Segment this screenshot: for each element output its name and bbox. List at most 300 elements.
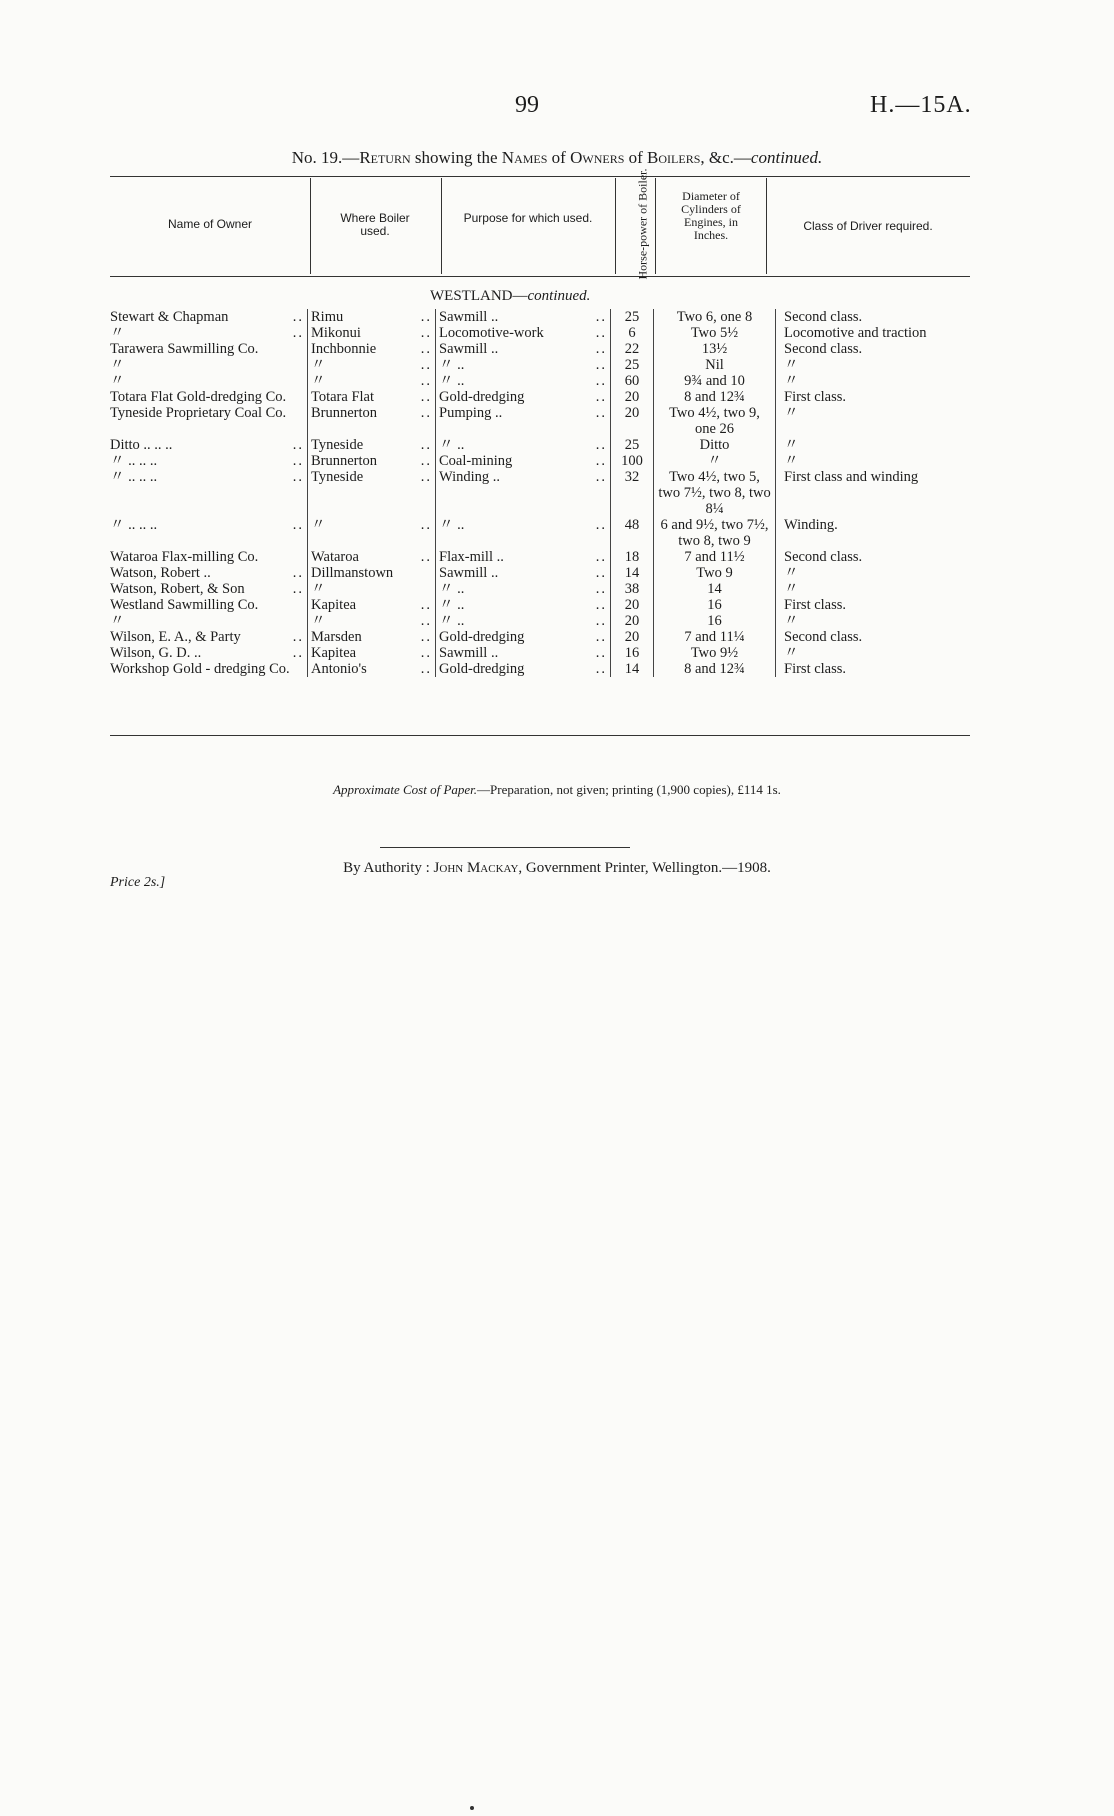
class-cell-text: Second class. bbox=[784, 309, 863, 325]
diameter-cell bbox=[654, 517, 776, 549]
where-cell bbox=[308, 389, 436, 405]
leader-dots: .. bbox=[292, 469, 304, 485]
price: Price 2s.] bbox=[110, 875, 166, 890]
horse-power-cell bbox=[611, 565, 654, 581]
horse-power-cell-text: 20 bbox=[624, 613, 640, 629]
owner-cell-text: Watson, Robert .. bbox=[110, 565, 211, 581]
class-cell bbox=[776, 565, 978, 581]
owner-cell bbox=[110, 325, 308, 341]
diameter-cell-text: 13½ bbox=[701, 341, 728, 357]
purpose-cell-text: Winding .. bbox=[439, 469, 501, 485]
class-cell-text: 〃 bbox=[784, 581, 799, 597]
leader-dots: .. bbox=[292, 629, 304, 645]
class-cell bbox=[776, 629, 978, 645]
class-cell-text: 〃 bbox=[784, 357, 799, 373]
diameter-cell bbox=[654, 453, 776, 469]
purpose-cell bbox=[436, 389, 611, 405]
diameter-cell-text: Two 5½ bbox=[690, 325, 739, 341]
title-of2: of bbox=[624, 148, 648, 167]
table-row bbox=[110, 357, 977, 373]
purpose-cell bbox=[436, 469, 611, 517]
table-row bbox=[110, 549, 977, 565]
purpose-cell-text: Sawmill .. bbox=[439, 309, 499, 325]
purpose-cell bbox=[436, 597, 611, 613]
horse-power-cell-text: 6 bbox=[628, 325, 636, 341]
leader-dots: .. bbox=[595, 549, 607, 565]
class-cell-text: Winding. bbox=[784, 517, 838, 533]
leader-dots: .. bbox=[292, 645, 304, 661]
table-row bbox=[110, 629, 977, 645]
class-cell-text: 〃 bbox=[784, 373, 799, 389]
diameter-cell-text: Two 4½, two 5, two 7½, two 8, two 8¼ bbox=[658, 469, 771, 517]
diameter-cell bbox=[654, 469, 776, 517]
table-row bbox=[110, 645, 977, 661]
where-cell bbox=[308, 661, 436, 677]
table-row bbox=[110, 405, 977, 437]
where-cell-text: Totara Flat bbox=[311, 389, 375, 405]
horse-power-cell bbox=[611, 629, 654, 645]
class-cell-text: First class. bbox=[784, 597, 847, 613]
owner-cell-text: 〃 .. .. .. bbox=[110, 517, 158, 533]
table-row bbox=[110, 469, 977, 517]
where-cell bbox=[308, 645, 436, 661]
purpose-cell bbox=[436, 549, 611, 565]
leader-dots: .. bbox=[420, 325, 432, 341]
class-cell-text: Second class. bbox=[784, 629, 863, 645]
leader-dots: .. bbox=[595, 613, 607, 629]
leader-dots: .. bbox=[420, 405, 432, 421]
owner-cell bbox=[110, 373, 308, 389]
header-bottom-rule bbox=[110, 276, 970, 277]
class-cell bbox=[776, 517, 978, 549]
diameter-cell bbox=[654, 645, 776, 661]
header-top-rule bbox=[110, 176, 970, 177]
where-cell-text: Inchbonnie bbox=[311, 341, 377, 357]
class-cell bbox=[776, 325, 978, 341]
horse-power-cell-text: 20 bbox=[624, 629, 640, 645]
owner-cell bbox=[110, 341, 308, 357]
diameter-cell bbox=[654, 373, 776, 389]
class-cell-text: Second class. bbox=[784, 341, 863, 357]
class-cell-text: Second class. bbox=[784, 549, 863, 565]
table-row bbox=[110, 661, 977, 677]
leader-dots: .. bbox=[420, 597, 432, 613]
owner-cell-text: Tarawera Sawmilling Co. bbox=[110, 341, 259, 357]
purpose-cell-text: 〃 .. bbox=[439, 357, 465, 373]
diameter-cell-text: 7 and 11½ bbox=[684, 549, 745, 565]
section-name: WESTLAND— bbox=[430, 288, 528, 304]
diameter-cell bbox=[654, 309, 776, 325]
purpose-cell-text: Gold-dredging bbox=[439, 629, 525, 645]
diameter-cell bbox=[654, 549, 776, 565]
owner-cell bbox=[110, 597, 308, 613]
class-cell bbox=[776, 469, 978, 517]
title-return: Return bbox=[359, 148, 411, 167]
horse-power-cell-text: 25 bbox=[624, 309, 640, 325]
diameter-cell-text: 16 bbox=[707, 613, 722, 629]
leader-dots: .. bbox=[420, 517, 432, 533]
title-etc: , &c.— bbox=[700, 148, 751, 167]
title-owners: Owners bbox=[570, 148, 625, 167]
purpose-cell-text: 〃 .. bbox=[439, 597, 465, 613]
purpose-cell bbox=[436, 437, 611, 453]
class-cell bbox=[776, 389, 978, 405]
owner-cell-text: Wataroa Flax-milling Co. bbox=[110, 549, 259, 565]
owner-cell-text: 〃 bbox=[110, 613, 125, 629]
header-diameter: Diameter of Cylinders of Engines, in Inches. bbox=[681, 189, 741, 242]
purpose-cell-text: Locomotive-work bbox=[439, 325, 544, 341]
purpose-cell bbox=[436, 661, 611, 677]
where-cell-text: 〃 bbox=[311, 613, 326, 629]
where-cell bbox=[308, 309, 436, 325]
owner-cell bbox=[110, 437, 308, 453]
purpose-cell bbox=[436, 309, 611, 325]
purpose-cell-text: Sawmill .. bbox=[439, 645, 499, 661]
horse-power-cell bbox=[611, 661, 654, 677]
horse-power-cell-text: 16 bbox=[624, 645, 640, 661]
owner-cell bbox=[110, 565, 308, 581]
where-cell bbox=[308, 549, 436, 565]
table-row bbox=[110, 325, 977, 341]
leader-dots: .. bbox=[595, 405, 607, 421]
owner-cell bbox=[110, 357, 308, 373]
class-cell-text: 〃 bbox=[784, 565, 799, 581]
authority-name: John Mackay bbox=[433, 860, 519, 876]
owner-cell-text: Workshop Gold - dredging Co. bbox=[110, 661, 290, 677]
owner-cell-text: Wilson, G. D. .. bbox=[110, 645, 202, 661]
owner-cell bbox=[110, 613, 308, 629]
diameter-cell bbox=[654, 357, 776, 373]
class-cell-text: 〃 bbox=[784, 613, 799, 629]
diameter-cell-text: 7 and 11¼ bbox=[684, 629, 745, 645]
title-continued: continued. bbox=[750, 148, 823, 167]
diameter-cell bbox=[654, 597, 776, 613]
leader-dots: .. bbox=[595, 645, 607, 661]
horse-power-cell-text: 18 bbox=[624, 549, 640, 565]
where-cell-text: Dillmanstown bbox=[311, 565, 394, 581]
diameter-cell-text: 9¾ and 10 bbox=[684, 373, 745, 389]
purpose-cell bbox=[436, 357, 611, 373]
header-divider-5 bbox=[766, 178, 767, 274]
header-horse-power bbox=[617, 168, 669, 280]
leader-dots: .. bbox=[292, 437, 304, 453]
purpose-cell-text: 〃 .. bbox=[439, 613, 465, 629]
cost-footnote bbox=[0, 782, 1114, 798]
where-cell bbox=[308, 565, 436, 581]
title-of1: of bbox=[547, 148, 571, 167]
class-cell bbox=[776, 341, 978, 357]
title-names: Names bbox=[501, 148, 548, 167]
where-cell-text: 〃 bbox=[311, 517, 326, 533]
where-cell bbox=[308, 629, 436, 645]
class-cell-text: 〃 bbox=[784, 453, 799, 469]
diameter-cell-text: Two 9½ bbox=[690, 645, 739, 661]
purpose-cell-text: Pumping .. bbox=[439, 405, 503, 421]
horse-power-cell bbox=[611, 389, 654, 405]
purpose-cell-text: Gold-dredging bbox=[439, 661, 525, 677]
leader-dots: .. bbox=[420, 453, 432, 469]
owner-cell bbox=[110, 549, 308, 565]
horse-power-cell-text: 14 bbox=[624, 565, 640, 581]
purpose-cell-text: Sawmill .. bbox=[439, 565, 499, 581]
owner-cell-text: Totara Flat Gold-dredging Co. bbox=[110, 389, 287, 405]
diameter-cell bbox=[654, 613, 776, 629]
page-number: 99 bbox=[515, 92, 539, 118]
owner-cell bbox=[110, 389, 308, 405]
section-title bbox=[430, 288, 590, 305]
authority-prefix: By Authority : bbox=[343, 860, 434, 876]
where-cell-text: Brunnerton bbox=[311, 405, 378, 421]
leader-dots: .. bbox=[420, 549, 432, 565]
leader-dots: .. bbox=[595, 469, 607, 485]
where-cell-text: Antonio's bbox=[311, 661, 367, 677]
purpose-cell bbox=[436, 325, 611, 341]
horse-power-cell-text: 20 bbox=[624, 389, 640, 405]
where-cell-text: Kapitea bbox=[311, 597, 357, 613]
owner-cell-text: 〃 .. .. .. bbox=[110, 453, 158, 469]
horse-power-cell bbox=[611, 597, 654, 613]
purpose-cell-text: Flax-mill .. bbox=[439, 549, 504, 565]
diameter-cell bbox=[654, 581, 776, 597]
class-cell bbox=[776, 613, 978, 629]
owner-cell-text: 〃 bbox=[110, 325, 125, 341]
header-divider-3 bbox=[615, 178, 616, 274]
horse-power-cell bbox=[611, 549, 654, 565]
class-cell-text: 〃 bbox=[784, 645, 799, 661]
leader-dots: .. bbox=[420, 357, 432, 373]
horse-power-cell bbox=[611, 325, 654, 341]
leader-dots: .. bbox=[595, 341, 607, 357]
header-where: Where Boiler used. bbox=[340, 211, 410, 238]
leader-dots: .. bbox=[420, 469, 432, 485]
leader-dots: .. bbox=[420, 389, 432, 405]
class-cell-text: 〃 bbox=[784, 405, 799, 421]
horse-power-cell-text: 20 bbox=[624, 597, 640, 613]
where-cell-text: 〃 bbox=[311, 373, 326, 389]
class-cell-text: First class and winding bbox=[784, 469, 919, 485]
where-cell-text: 〃 bbox=[311, 581, 326, 597]
leader-dots: .. bbox=[595, 357, 607, 373]
owner-cell bbox=[110, 469, 308, 517]
leader-dots: .. bbox=[292, 517, 304, 533]
diameter-cell bbox=[654, 405, 776, 437]
print-speck bbox=[470, 1806, 474, 1810]
where-cell bbox=[308, 613, 436, 629]
owner-cell-text: Stewart & Chapman bbox=[110, 309, 229, 325]
horse-power-cell bbox=[611, 405, 654, 437]
table-title bbox=[0, 148, 1114, 168]
leader-dots: .. bbox=[595, 517, 607, 533]
leader-dots: .. bbox=[292, 581, 304, 597]
class-cell bbox=[776, 453, 978, 469]
class-cell bbox=[776, 549, 978, 565]
diameter-cell-text: Nil bbox=[705, 357, 724, 373]
where-cell bbox=[308, 469, 436, 517]
horse-power-cell bbox=[611, 469, 654, 517]
class-cell bbox=[776, 597, 978, 613]
purpose-cell bbox=[436, 613, 611, 629]
diameter-cell-text: Ditto bbox=[699, 437, 730, 453]
where-cell bbox=[308, 517, 436, 549]
leader-dots: .. bbox=[595, 309, 607, 325]
where-cell bbox=[308, 453, 436, 469]
table-row bbox=[110, 309, 977, 325]
leader-dots: .. bbox=[595, 629, 607, 645]
purpose-cell-text: 〃 .. bbox=[439, 437, 465, 453]
purpose-cell-text: 〃 .. bbox=[439, 517, 465, 533]
purpose-cell-text: Gold-dredging bbox=[439, 389, 525, 405]
class-cell bbox=[776, 405, 978, 437]
leader-dots: .. bbox=[292, 565, 304, 581]
leader-dots: .. bbox=[292, 309, 304, 325]
header-hp-text: Horse-power of Boiler. bbox=[635, 168, 650, 280]
diameter-cell bbox=[654, 325, 776, 341]
where-cell-text: 〃 bbox=[311, 357, 326, 373]
owner-cell-text: Ditto .. .. .. bbox=[110, 437, 173, 453]
title-prefix: No. 19.— bbox=[291, 148, 360, 167]
leader-dots: .. bbox=[420, 437, 432, 453]
leader-dots: .. bbox=[595, 325, 607, 341]
leader-dots: .. bbox=[292, 325, 304, 341]
horse-power-cell-text: 14 bbox=[624, 661, 640, 677]
where-cell-text: Tyneside bbox=[311, 437, 364, 453]
purpose-cell-text: Coal-mining bbox=[439, 453, 513, 469]
authority-line bbox=[0, 860, 1114, 877]
horse-power-cell bbox=[611, 341, 654, 357]
class-cell bbox=[776, 437, 978, 453]
leader-dots: .. bbox=[420, 613, 432, 629]
header-divider-1 bbox=[310, 178, 311, 274]
where-cell bbox=[308, 325, 436, 341]
table-row bbox=[110, 565, 977, 581]
leader-dots: .. bbox=[595, 565, 607, 581]
horse-power-cell bbox=[611, 645, 654, 661]
authority-rule bbox=[380, 847, 630, 848]
owner-cell bbox=[110, 405, 308, 437]
leader-dots: .. bbox=[420, 309, 432, 325]
horse-power-cell bbox=[611, 453, 654, 469]
leader-dots: .. bbox=[420, 661, 432, 677]
class-cell-text: First class. bbox=[784, 661, 847, 677]
horse-power-cell-text: 25 bbox=[624, 437, 640, 453]
table-row bbox=[110, 581, 977, 597]
purpose-cell-text: Sawmill .. bbox=[439, 341, 499, 357]
leader-dots: .. bbox=[420, 629, 432, 645]
where-cell-text: Brunnerton bbox=[311, 453, 378, 469]
table-row bbox=[110, 453, 977, 469]
header-purpose: Purpose for which used. bbox=[463, 211, 593, 225]
where-cell-text: Wataroa bbox=[311, 549, 359, 565]
owner-cell bbox=[110, 309, 308, 325]
class-cell bbox=[776, 661, 978, 677]
horse-power-cell-text: 25 bbox=[624, 357, 640, 373]
table-row bbox=[110, 373, 977, 389]
class-cell-text: First class. bbox=[784, 389, 847, 405]
horse-power-cell bbox=[611, 613, 654, 629]
owner-cell bbox=[110, 661, 308, 677]
purpose-cell bbox=[436, 581, 611, 597]
owner-cell bbox=[110, 517, 308, 549]
owner-cell-text: Wilson, E. A., & Party bbox=[110, 629, 241, 645]
diameter-cell-text: Two 9 bbox=[696, 565, 733, 581]
class-cell bbox=[776, 309, 978, 325]
purpose-cell bbox=[436, 645, 611, 661]
table-bottom-rule bbox=[110, 735, 970, 736]
class-cell-text: Locomotive and traction bbox=[784, 325, 927, 341]
horse-power-cell-text: 22 bbox=[624, 341, 640, 357]
purpose-cell-text: 〃 .. bbox=[439, 373, 465, 389]
diameter-cell-text: 8 and 12¾ bbox=[684, 661, 745, 677]
purpose-cell bbox=[436, 405, 611, 437]
diameter-cell-text: Two 4½, two 9, one 26 bbox=[669, 405, 760, 437]
owner-cell bbox=[110, 453, 308, 469]
class-cell bbox=[776, 581, 978, 597]
where-cell-text: Mikonui bbox=[311, 325, 361, 341]
leader-dots: .. bbox=[595, 597, 607, 613]
leader-dots: .. bbox=[595, 581, 607, 597]
table-row bbox=[110, 389, 977, 405]
purpose-cell bbox=[436, 453, 611, 469]
purpose-cell-text: 〃 .. bbox=[439, 581, 465, 597]
diameter-cell bbox=[654, 437, 776, 453]
owner-cell-text: 〃 bbox=[110, 357, 125, 373]
owner-cell-text: 〃 bbox=[110, 373, 125, 389]
owner-cell bbox=[110, 645, 308, 661]
leader-dots: .. bbox=[595, 437, 607, 453]
leader-dots: .. bbox=[595, 453, 607, 469]
diameter-cell-text: 8 and 12¾ bbox=[684, 389, 745, 405]
diameter-cell bbox=[654, 389, 776, 405]
horse-power-cell-text: 100 bbox=[621, 453, 643, 469]
diameter-cell bbox=[654, 661, 776, 677]
diameter-cell bbox=[654, 341, 776, 357]
table-row bbox=[110, 613, 977, 629]
purpose-cell bbox=[436, 517, 611, 549]
where-cell-text: Marsden bbox=[311, 629, 362, 645]
leader-dots: .. bbox=[420, 373, 432, 389]
where-cell bbox=[308, 373, 436, 389]
where-cell bbox=[308, 405, 436, 437]
horse-power-cell bbox=[611, 309, 654, 325]
boilers-table bbox=[110, 309, 977, 677]
table-row bbox=[110, 597, 977, 613]
where-cell-text: Kapitea bbox=[311, 645, 357, 661]
owner-cell-text: Watson, Robert, & Son bbox=[110, 581, 245, 597]
header-class: Class of Driver required. bbox=[803, 219, 933, 233]
boilers-table-body bbox=[110, 309, 977, 677]
where-cell bbox=[308, 581, 436, 597]
class-cell bbox=[776, 357, 978, 373]
horse-power-cell-text: 48 bbox=[624, 517, 640, 533]
diameter-cell bbox=[654, 629, 776, 645]
where-cell-text: Tyneside bbox=[311, 469, 364, 485]
where-cell bbox=[308, 437, 436, 453]
diameter-cell-text: Two 6, one 8 bbox=[676, 309, 753, 325]
class-cell bbox=[776, 645, 978, 661]
section-suffix: continued. bbox=[527, 288, 591, 304]
purpose-cell bbox=[436, 629, 611, 645]
owner-cell-text: Tyneside Proprietary Coal Co. bbox=[110, 405, 287, 421]
leader-dots: .. bbox=[292, 453, 304, 469]
diameter-cell-text: 14 bbox=[707, 581, 722, 597]
page-code: H.—15A. bbox=[870, 92, 972, 118]
title-boilers: Boilers bbox=[647, 148, 701, 167]
table-row bbox=[110, 341, 977, 357]
horse-power-cell bbox=[611, 357, 654, 373]
owner-cell bbox=[110, 581, 308, 597]
class-cell-text: 〃 bbox=[784, 437, 799, 453]
where-cell bbox=[308, 597, 436, 613]
